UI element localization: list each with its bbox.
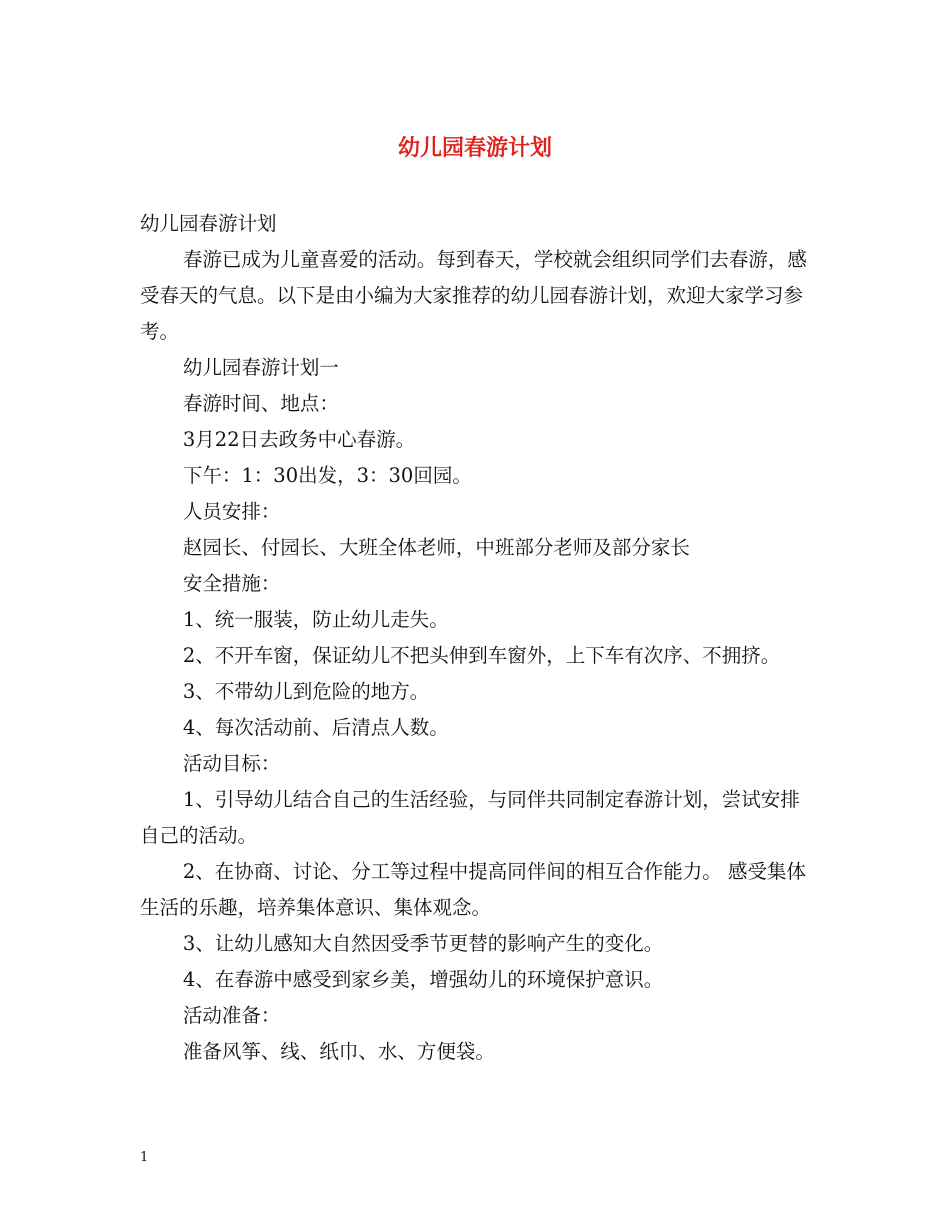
- list-item: 1、统一服装，防止幼儿走失。: [182, 608, 449, 631]
- paragraph: 3月22日去政务中心春游。: [182, 428, 416, 451]
- section-heading: 幼儿园春游计划一: [182, 356, 339, 379]
- paragraph: 安全措施：: [182, 572, 281, 595]
- document-body: [140, 206, 815, 1070]
- paragraph: 赵园长、付园长、大班全体老师，中班部分老师及部分家长: [182, 536, 690, 559]
- paragraph: 幼儿园春游计划: [140, 212, 277, 235]
- page-number: 1: [140, 1150, 149, 1165]
- list-item: 2、在协商、讨论、分工等过程中提高同伴间的相互合作能力。 感受集体生活的乐趣，培养集体意识、集体观念。: [140, 860, 806, 919]
- paragraph: 活动目标：: [182, 752, 281, 775]
- list-item: 4、每次活动前、后清点人数。: [182, 716, 449, 739]
- list-item: 3、不带幼儿到危险的地方。: [182, 680, 430, 703]
- document-title: 幼儿园春游计划: [397, 135, 552, 161]
- list-item: 3、让幼儿感知大自然因受季节更替的影响产生的变化。: [182, 932, 664, 955]
- list-item: 2、不开车窗，保证幼儿不把头伸到车窗外，上下车有次序、不拥挤。: [182, 644, 781, 667]
- paragraph: 春游时间、地点：: [182, 392, 339, 415]
- paragraph: 春游已成为儿童喜爱的活动。每到春天，学校就会组织同学们去春游，感受春天的气息。以下是由小编为大家推荐的幼儿园春游计划，欢迎大家学习参考。: [140, 248, 807, 343]
- list-item: 4、在春游中感受到家乡美，增强幼儿的环境保护意识。: [182, 968, 664, 991]
- paragraph: 准备风筝、线、纸巾、水、方便袋。: [182, 1040, 495, 1063]
- paragraph: 下午：1：30出发，3：30回园。: [182, 464, 472, 487]
- paragraph: 活动准备：: [182, 1004, 281, 1027]
- paragraph: 人员安排：: [182, 500, 281, 523]
- list-item: 1、引导幼儿结合自己的生活经验，与同伴共同制定春游计划，尝试安排自己的活动。: [140, 788, 800, 847]
